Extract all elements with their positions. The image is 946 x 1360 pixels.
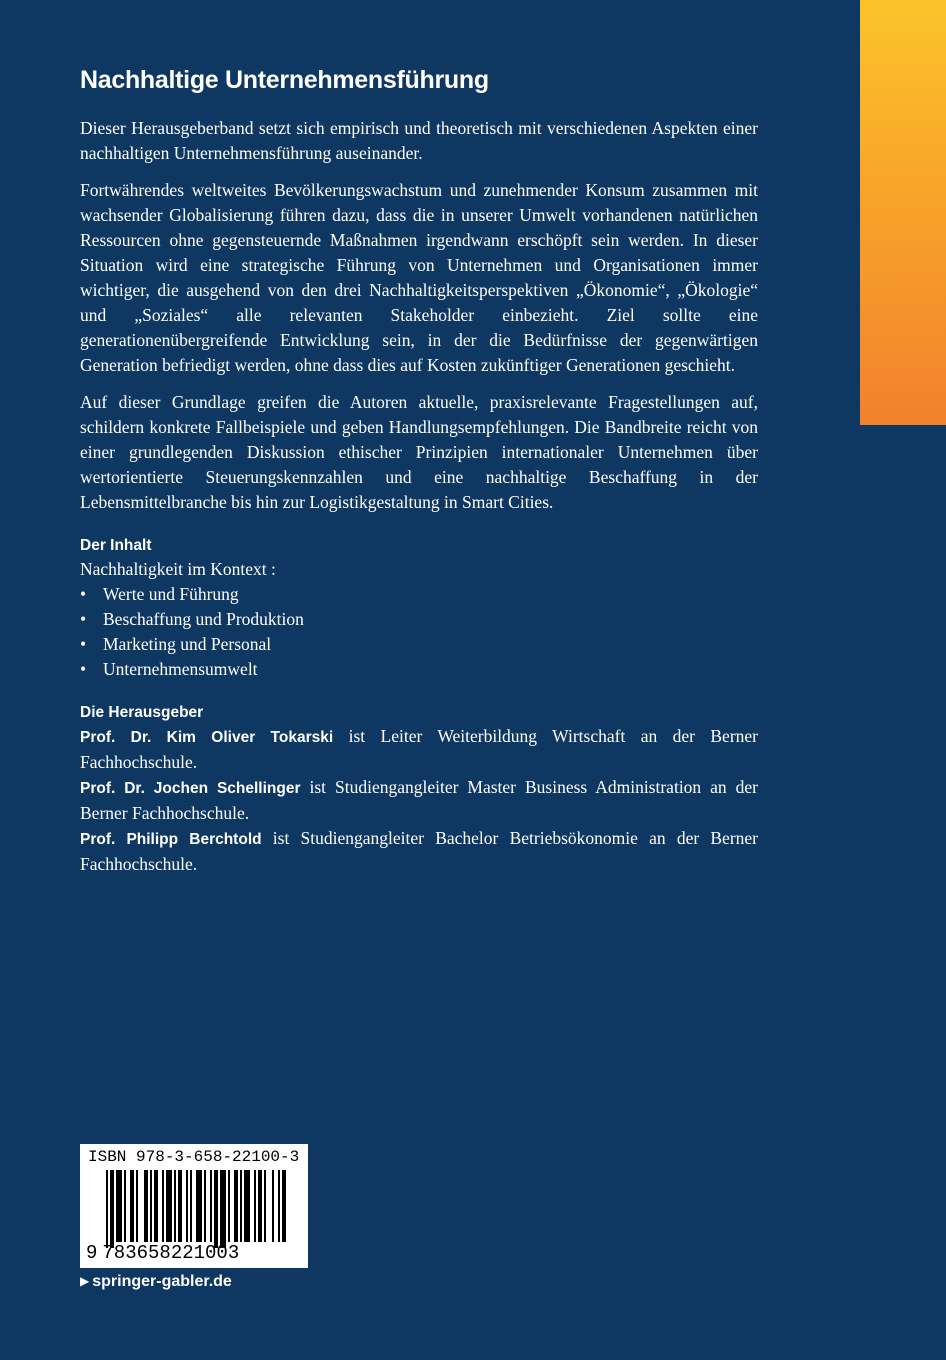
editor-description: ist Studiengangleiter Bachelor Betriebsökonomie an der Berner Fachhochschule. (80, 828, 758, 874)
editor-entry (80, 724, 758, 775)
barcode-bar (174, 1170, 176, 1242)
barcode-bar (244, 1170, 250, 1242)
barcode-bar (190, 1170, 192, 1242)
contents-intro: Nachhaltigkeit im Kontext : (80, 559, 276, 579)
barcode-bar (106, 1170, 108, 1248)
barcode-bar (162, 1170, 164, 1242)
barcode-bar (130, 1170, 134, 1242)
paragraph-context: Fortwährendes weltweites Bevölkerungswachstum und zunehmender Konsum zusammen mit wachsender Globalisierung führen dazu, dass die in unserer Umwelt vorhandenen natürlichen Ressourcen ohne gegensteuernde Maßnahmen irgendwann erschöpft sein werden. In dieser Situation wird eine strategische Führung von Unternehmen und Organisationen immer wichtiger, die ausgehend von den drei Nachhaltigkeitsperspektiven „Ökonomie“, „Ökologie“ und „Soziales“ alle relevanten Stakeholder einbezieht. Ziel sollte eine generationenübergreifende Entwicklung sein, in der die Bedürfnisse der gegenwärtigen Generation befriedigt werden, ohne dass dies auf Kosten zukünftiger Generationen geschieht. (80, 180, 758, 375)
list-item (80, 607, 758, 632)
barcode-bar (204, 1170, 206, 1242)
paragraph-scope: Auf dieser Grundlage greifen die Autoren aktuelle, praxisrelevante Fragestellungen auf, schildern konkrete Fallbeispiele und geben Handlungsempfehlungen. Die Bandbreite reicht von einer grundlegenden Diskussion ethischer Prinzipien internationaler Unternehmen über wertorientierte Steuerungskennzahlen und eine nachhaltige Beschaffung in der Lebensmittelbranche bis hin zur Logistikgestaltung in Smart Cities. (80, 392, 758, 512)
barcode-digits (86, 1241, 239, 1265)
editors-heading: Die Herausgeber (80, 704, 204, 721)
barcode-digit-first: 9 (86, 1242, 98, 1264)
barcode-bar (258, 1170, 262, 1242)
bullet-icon: • (80, 634, 87, 654)
contents-list (80, 582, 758, 682)
barcode-bar (220, 1170, 226, 1248)
barcode-bar (234, 1170, 238, 1242)
editor-entry (80, 826, 758, 877)
isbn-barcode (80, 1144, 308, 1268)
list-item (80, 632, 758, 657)
barcode-bar (124, 1170, 126, 1242)
barcode-bar (278, 1170, 280, 1242)
editor-name: Prof. Philipp Berchtold (80, 831, 262, 848)
list-item-label: Beschaffung und Produktion (103, 609, 304, 629)
barcode-bar (186, 1170, 188, 1242)
barcode-bar (228, 1170, 230, 1242)
back-cover-text (80, 62, 758, 877)
editor-description: ist Leiter Weiterbildung Wirtschaft an der Berner Fachhochschule. (80, 726, 758, 772)
barcode-bar (196, 1170, 202, 1242)
barcode-bar (178, 1170, 182, 1242)
barcode-bar (214, 1170, 218, 1248)
barcode-bar (150, 1170, 152, 1242)
barcode-bar (210, 1170, 212, 1242)
barcode-digits-left: 783658 (102, 1242, 171, 1264)
website-label: springer-gabler.de (92, 1273, 232, 1290)
editor-description: ist Studiengangleiter Master Business Administration an der Berner Fachhochschule. (80, 777, 758, 823)
barcode-bar (166, 1170, 172, 1242)
barcode-bar (254, 1170, 256, 1242)
paragraph-intro: Dieser Herausgeberband setzt sich empirisch und theoretisch mit verschiedenen Aspekten einer nachhaltigen Unternehmensführung auseinander. (80, 118, 758, 163)
isbn-label: ISBN 978-3-658-22100-3 (88, 1148, 300, 1166)
list-item-label: Unternehmensumwelt (103, 659, 258, 679)
editor-entry (80, 775, 758, 826)
list-item-label: Werte und Führung (103, 584, 239, 604)
barcode-bars (80, 1166, 308, 1248)
barcode-bar (136, 1170, 138, 1242)
barcode-digits-right: 221003 (170, 1242, 240, 1264)
publisher-website[interactable] (80, 1271, 232, 1293)
contents-heading: Der Inhalt (80, 537, 152, 554)
barcode-bar (144, 1170, 148, 1242)
editor-name: Prof. Dr. Kim Oliver Tokarski (80, 729, 334, 746)
barcode-bar (264, 1170, 266, 1242)
barcode-bar (272, 1170, 274, 1242)
list-item (80, 657, 758, 682)
arrow-right-icon: ▶ (80, 1274, 90, 1288)
bullet-icon: • (80, 609, 87, 629)
barcode-bar (282, 1170, 286, 1242)
barcode-bar (110, 1170, 114, 1248)
bullet-icon: • (80, 584, 87, 604)
list-item-label: Marketing und Personal (103, 634, 272, 654)
editor-name: Prof. Dr. Jochen Schellinger (80, 780, 301, 797)
list-item (80, 582, 758, 607)
book-title: Nachhaltige Unternehmensführung (80, 66, 489, 94)
bullet-icon: • (80, 659, 87, 679)
accent-color-strip (860, 0, 946, 425)
barcode-bar (116, 1170, 122, 1242)
barcode-bar (240, 1170, 242, 1242)
barcode-bar (154, 1170, 158, 1242)
